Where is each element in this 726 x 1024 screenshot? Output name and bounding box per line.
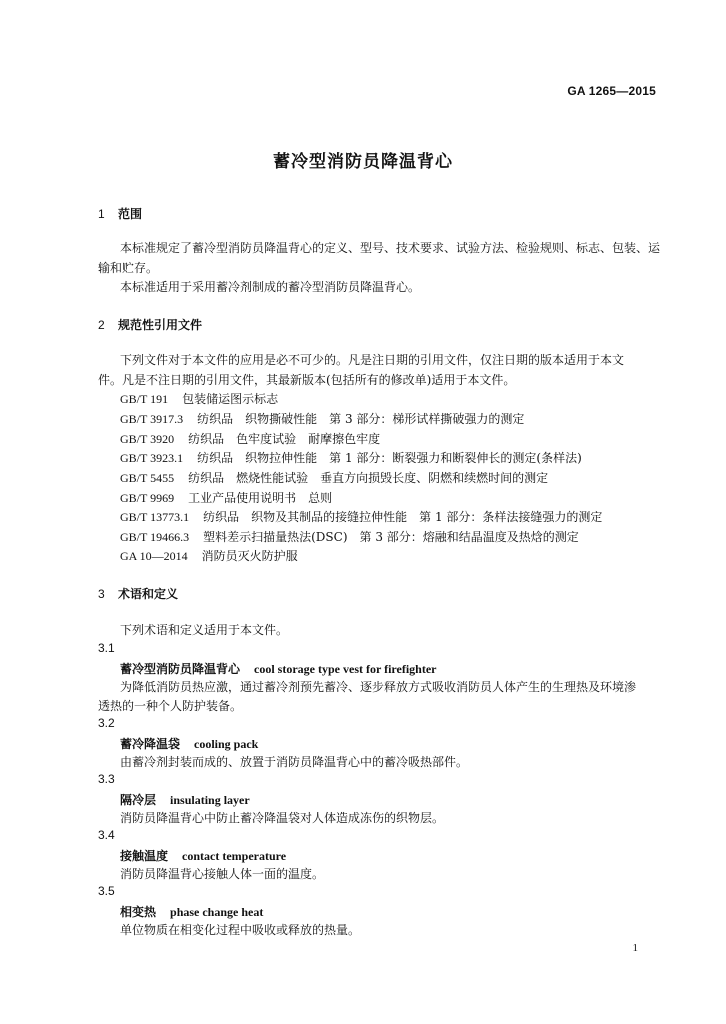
term-en: contact temperature: [182, 849, 287, 863]
term-definition: 消防员降温背心接触人体一面的温度。: [120, 867, 325, 881]
page-title: 蓄冷型消防员降温背心: [273, 152, 453, 172]
reference-item: [120, 410, 524, 427]
section-1-heading: [98, 205, 142, 222]
reference-title: 纺织品 织物及其制品的接缝拉伸性能 第 1 部分：条样法接缝强力的测定: [203, 510, 603, 524]
page-number: 1: [632, 942, 638, 954]
section-3-heading: [98, 585, 178, 602]
reference-title: 纺织品 织物撕破性能 第 3 部分：梯形试样撕破强力的测定: [197, 412, 525, 426]
term-number: 3.4: [98, 828, 115, 842]
paragraph-line: 输和贮存。: [98, 261, 159, 275]
reference-code: GB/T 5455: [120, 471, 175, 485]
section-title: 术语和定义: [118, 587, 179, 601]
standard-code: GA 1265—2015: [567, 84, 656, 98]
reference-item: [120, 390, 278, 407]
section-number: 2: [98, 318, 105, 332]
reference-title: 塑料差示扫描量热法(DSC) 第 3 部分：熔融和结晶温度及热焓的测定: [203, 530, 579, 544]
term-zh: 接触温度: [120, 849, 169, 863]
section-number: 1: [98, 207, 105, 221]
term-en: insulating layer: [170, 793, 250, 807]
reference-code: GB/T 13773.1: [120, 510, 190, 524]
reference-code: GB/T 3923.1: [120, 451, 184, 465]
reference-item: [120, 508, 602, 525]
reference-item: [120, 449, 582, 466]
section-2-heading: [98, 316, 202, 333]
reference-title: 工业产品使用说明书 总则: [188, 491, 333, 505]
reference-code: GB/T 191: [120, 392, 169, 406]
term-definition: 透热的一种个人防护装备。: [98, 699, 243, 713]
term-zh: 蓄冷型消防员降温背心: [120, 662, 241, 676]
term-number: 3.3: [98, 772, 115, 786]
section-number: 3: [98, 587, 105, 601]
term-number: 3.5: [98, 884, 115, 898]
reference-code: GA 10—2014: [120, 549, 188, 563]
reference-item: [120, 528, 579, 545]
reference-title: 消防员灭火防护服: [201, 549, 298, 563]
reference-code: GB/T 3917.3: [120, 412, 184, 426]
term-heading: [120, 735, 258, 752]
term-en: cool storage type vest for firefighter: [254, 662, 437, 676]
reference-item: [120, 489, 332, 506]
term-zh: 相变热: [120, 905, 157, 919]
term-en: phase change heat: [170, 905, 264, 919]
paragraph-line: 下列术语和定义适用于本文件。: [120, 623, 289, 637]
term-heading: [120, 903, 263, 920]
term-en: cooling pack: [194, 737, 259, 751]
paragraph-line: 本标准适用于采用蓄冷剂制成的蓄冷型消防员降温背心。: [120, 280, 421, 294]
reference-title: 包装储运图示标志: [182, 392, 279, 406]
term-zh: 隔冷层: [120, 793, 157, 807]
paragraph-line: 件。凡是不注日期的引用文件，其最新版本(包括所有的修改单)适用于本文件。: [98, 373, 516, 387]
term-definition: 消防员降温背心中防止蓄冷降温袋对人体造成冻伤的织物层。: [120, 811, 445, 825]
reference-item: [120, 469, 548, 486]
reference-title: 纺织品 织物拉伸性能 第 1 部分：断裂强力和断裂伸长的测定(条样法): [197, 451, 582, 465]
term-definition: 单位物质在相变化过程中吸收或释放的热量。: [120, 923, 361, 937]
term-heading: [120, 660, 437, 677]
term-definition: 由蓄冷剂封装而成的、放置于消防员降温背心中的蓄冷吸热部件。: [120, 755, 469, 769]
section-title: 规范性引用文件: [118, 318, 203, 332]
section-title: 范围: [118, 207, 143, 221]
reference-code: GB/T 19466.3: [120, 530, 190, 544]
reference-item: [120, 547, 298, 564]
term-zh: 蓄冷降温袋: [120, 737, 181, 751]
term-number: 3.2: [98, 716, 115, 730]
term-heading: [120, 791, 250, 808]
reference-item: [120, 430, 380, 447]
reference-title: 纺织品 燃烧性能试验 垂直方向损毁长度、阴燃和续燃时间的测定: [188, 471, 549, 485]
paragraph-line: 本标准规定了蓄冷型消防员降温背心的定义、型号、技术要求、试验方法、检验规则、标志、包装、运: [120, 241, 661, 255]
paragraph-line: 下列文件对于本文件的应用是必不可少的。凡是注日期的引用文件，仅注日期的版本适用于本文: [120, 353, 625, 367]
reference-code: GB/T 9969: [120, 491, 175, 505]
reference-code: GB/T 3920: [120, 432, 175, 446]
reference-title: 纺织品 色牢度试验 耐摩擦色牢度: [188, 432, 381, 446]
term-number: 3.1: [98, 641, 115, 655]
term-definition: 为降低消防员热应激，通过蓄冷剂预先蓄冷、逐步释放方式吸收消防员人体产生的生理热及环境渗: [120, 680, 637, 694]
term-heading: [120, 847, 286, 864]
